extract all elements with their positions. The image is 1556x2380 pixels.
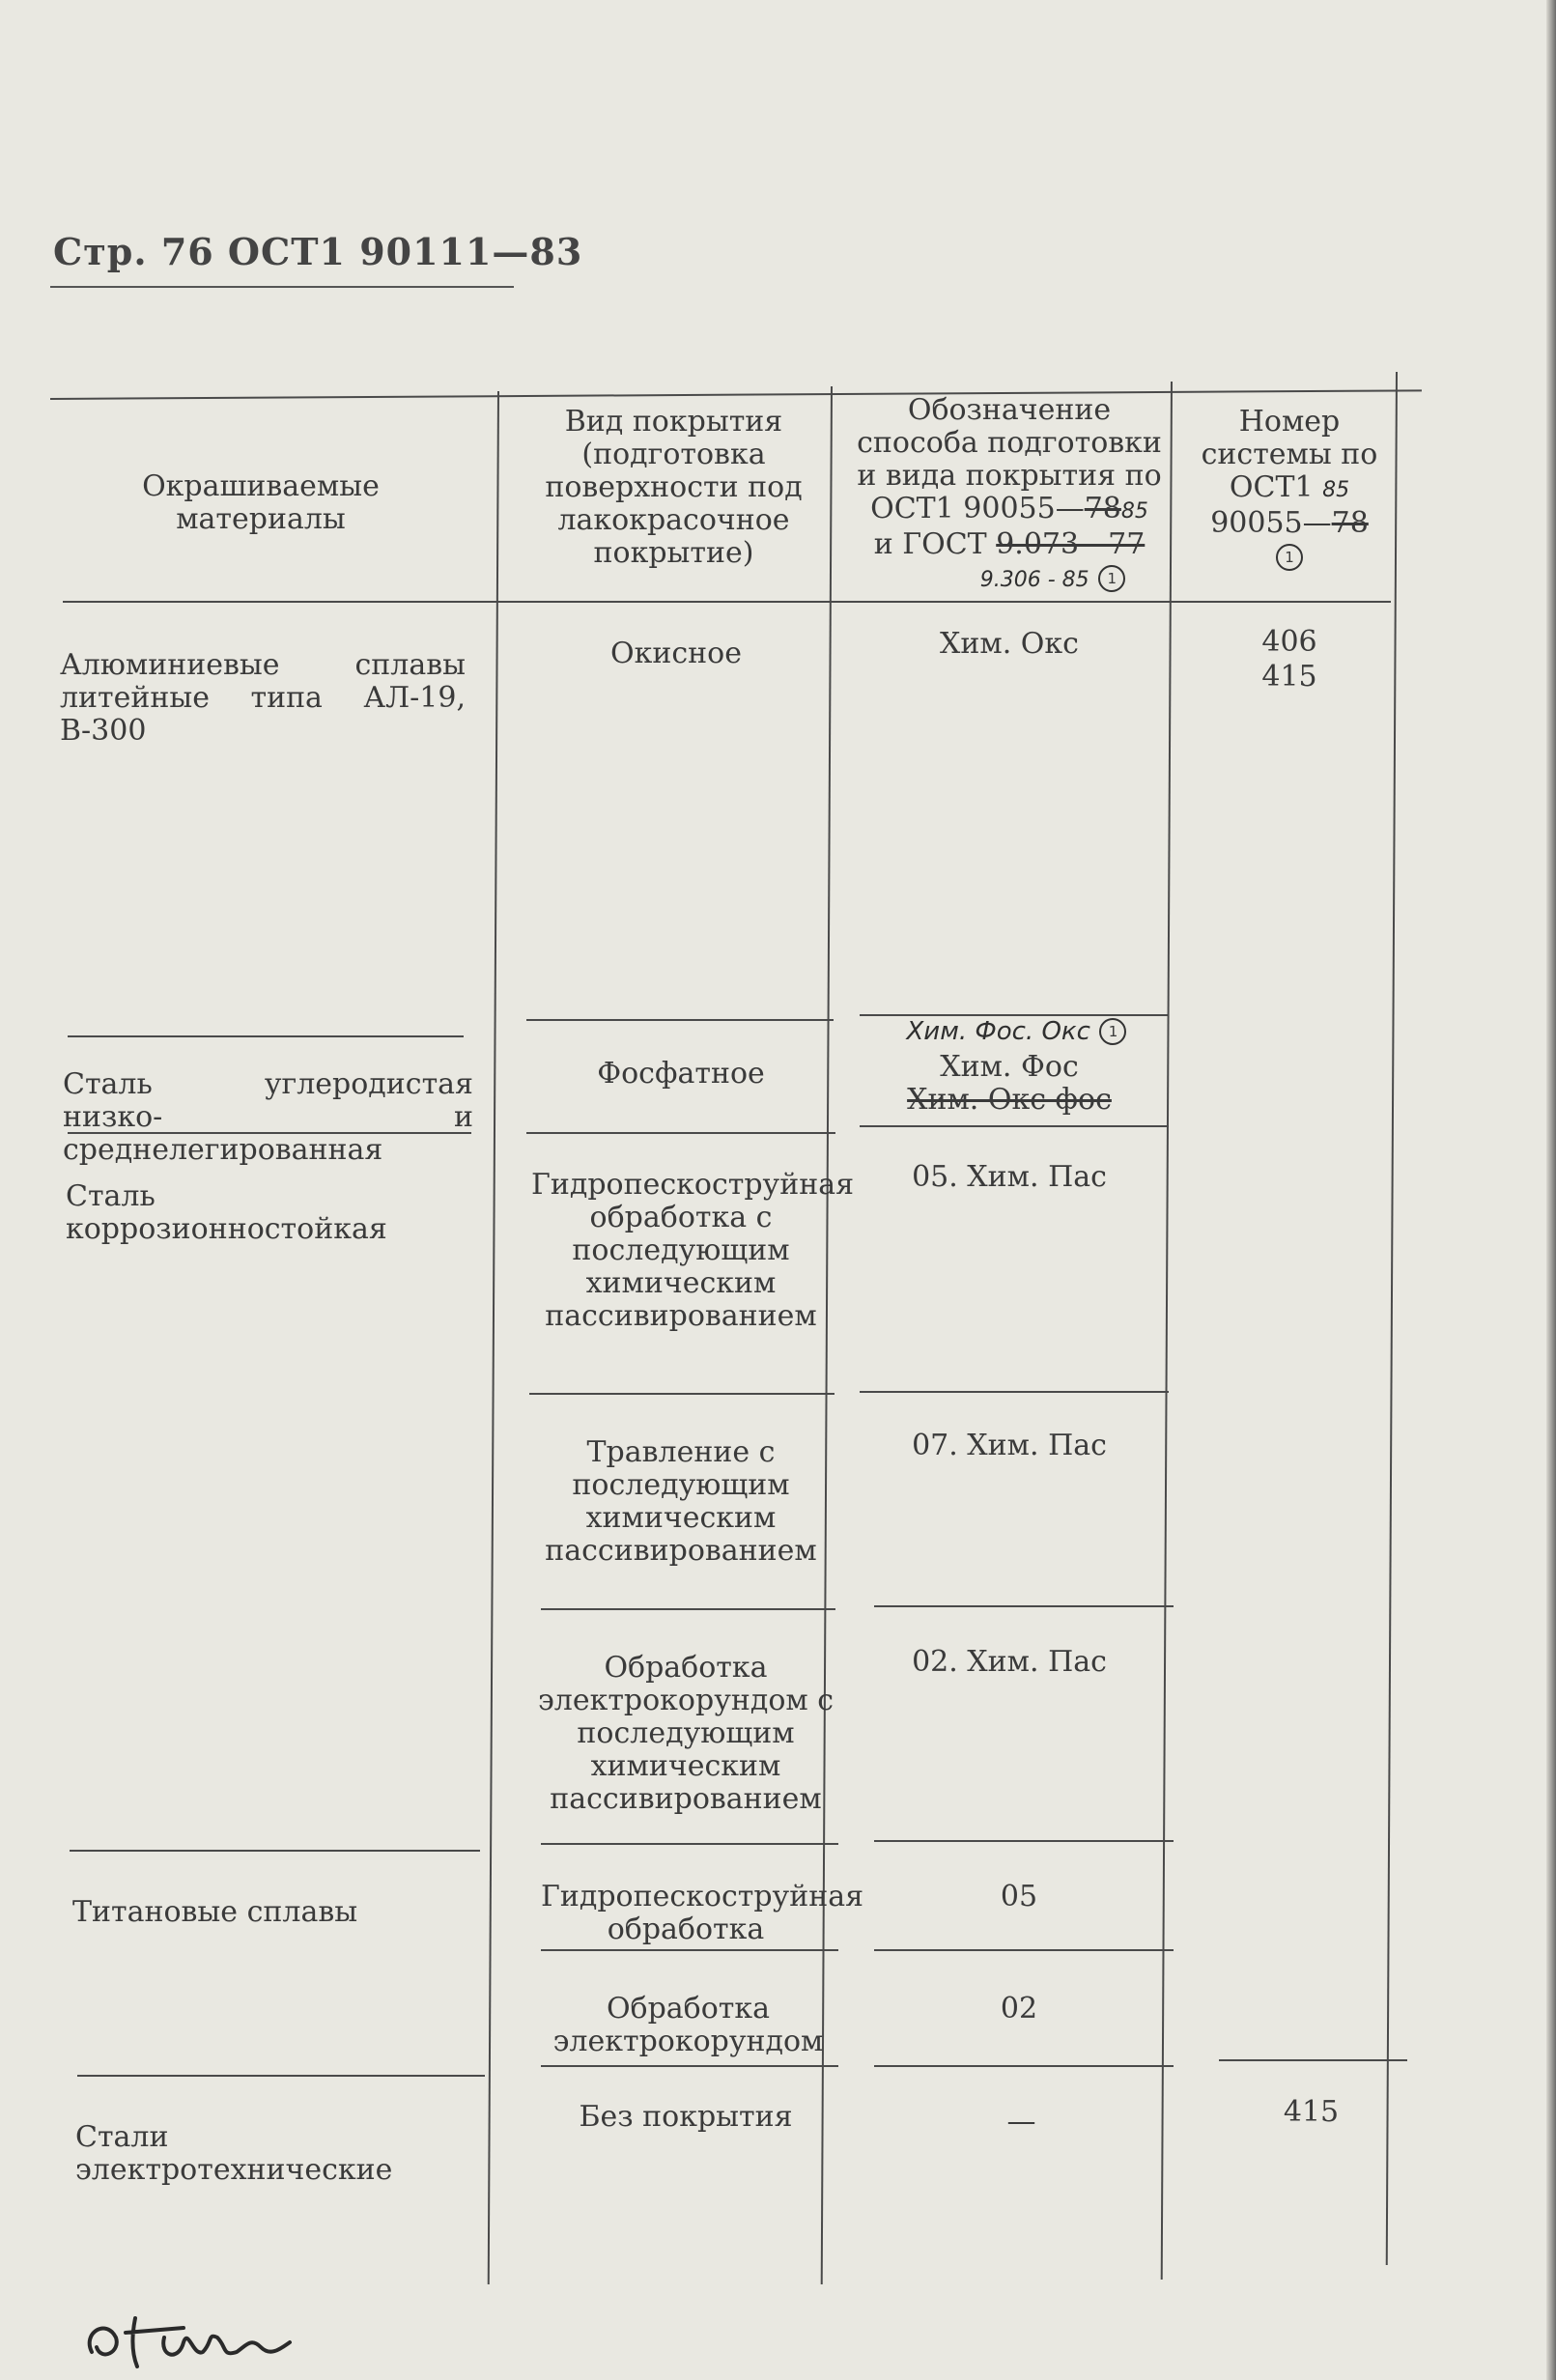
row-sep-ss3-designation bbox=[874, 1840, 1174, 1842]
handwritten-gost: 9.306 - 85 bbox=[979, 568, 1089, 592]
row-sep-ss2-coating bbox=[541, 1608, 835, 1610]
material-electrical-steel: Стали электротехнические bbox=[75, 2120, 393, 2187]
material-aluminum: Алюминиевые сплавы литейные типа АЛ-19, В-300 bbox=[60, 648, 466, 748]
system-aluminum-1: 406 bbox=[1261, 625, 1317, 659]
designation-stainless-3: 02. Хим. Пас bbox=[912, 1645, 1107, 1679]
header-materials: Окрашиваемые материалы bbox=[142, 469, 380, 536]
header-designation bbox=[850, 394, 1169, 597]
designation-carbon-steel-struck: Хим. Окс фос bbox=[907, 1083, 1112, 1117]
struck-78-system: 78 bbox=[1331, 506, 1369, 540]
handwritten-85: 85 bbox=[1120, 499, 1148, 524]
material-titanium: Титановые сплавы bbox=[72, 1895, 358, 1929]
header-bottom-rule bbox=[63, 601, 1391, 603]
row-sep-ss-material bbox=[70, 1850, 480, 1852]
coating-stainless-1: Гидропескоструйная обработка с последующим химическим пассивированием bbox=[531, 1168, 855, 1333]
header-designation-line1: Обозначение способа подготовки и вида покрытия по bbox=[857, 393, 1162, 493]
struck-78: 78 bbox=[1084, 492, 1121, 525]
row-sep-cs-coating bbox=[526, 1132, 835, 1134]
row-sep-ss2-designation bbox=[874, 1605, 1174, 1607]
designation-titanium-1: 05 bbox=[1000, 1880, 1038, 1913]
revision-mark-carbon-icon: 1 bbox=[1099, 1018, 1126, 1045]
row-sep-system bbox=[1219, 2059, 1407, 2061]
paper-edge bbox=[1546, 0, 1556, 2380]
material-carbon-steel: Сталь углеродистая низко- и среднелегированная bbox=[63, 1067, 473, 1167]
coating-titanium-2: Обработка электрокорундом bbox=[552, 1992, 824, 2058]
coating-stainless-2: Травление с последующим химическим пассивированием bbox=[545, 1435, 817, 1568]
coating-carbon-steel: Фосфатное bbox=[597, 1057, 765, 1091]
header-system-number: Номер системы по ОСТ1 85 90055—78 1 bbox=[1188, 406, 1391, 573]
designation-stainless-1: 05. Хим. Пас bbox=[912, 1160, 1107, 1194]
row-sep-al-coating bbox=[526, 1019, 834, 1021]
designation-electrical-steel: — bbox=[1006, 2105, 1036, 2139]
row-sep-ss3-coating bbox=[541, 1843, 838, 1845]
coating-stainless-3: Обработка электрокорундом с последующим химическим пассивированием bbox=[537, 1651, 835, 1816]
designation-stainless-2: 07. Хим. Пас bbox=[912, 1429, 1107, 1462]
row-sep-ss1-coating bbox=[529, 1393, 835, 1395]
designation-aluminum: Хим. Окс bbox=[940, 627, 1079, 661]
revision-mark-system-icon: 1 bbox=[1276, 544, 1303, 571]
material-stainless-steel: Сталь коррозионностойкая bbox=[66, 1179, 387, 1246]
revision-mark-icon: 1 bbox=[1098, 565, 1125, 592]
signature-icon bbox=[77, 2299, 309, 2376]
coating-aluminum: Окисное bbox=[610, 637, 742, 670]
row-sep-ti2-coating bbox=[541, 2065, 838, 2067]
header-coating-type: Вид покрытия (подготовка поверхности под лакокрасочное покрытие) bbox=[545, 405, 803, 570]
designation-titanium-2: 02 bbox=[1000, 1992, 1038, 2026]
header-designation-gost-new bbox=[937, 561, 1169, 597]
table-top-rule bbox=[50, 389, 1422, 400]
struck-gost: 9.073—77 bbox=[996, 527, 1146, 561]
col-divider-1 bbox=[488, 391, 499, 2284]
coating-electrical-steel: Без покрытия bbox=[579, 2100, 793, 2134]
header-designation-ost: ОСТ1 90055—7885 bbox=[870, 492, 1148, 525]
system-aluminum-2: 415 bbox=[1261, 660, 1317, 694]
row-sep-al-material bbox=[68, 1035, 464, 1037]
header-designation-gost: и ГОСТ 9.073—77 bbox=[873, 527, 1146, 561]
page-header: Стр. 76 ОСТ1 90111—83 bbox=[53, 230, 583, 273]
row-sep-ti2-designation bbox=[874, 2065, 1174, 2067]
row-sep-ti1-coating bbox=[541, 1949, 838, 1951]
designation-carbon-steel-handwritten: Хим. Фос. Окс 1 bbox=[850, 1014, 1183, 1048]
coating-titanium-1: Гидропескоструйная обработка bbox=[541, 1880, 864, 1946]
row-sep-ti-material bbox=[77, 2075, 485, 2077]
header-underline bbox=[50, 286, 514, 288]
handwritten-85-system: 85 bbox=[1322, 478, 1350, 502]
designation-carbon-steel: Хим. Фос bbox=[940, 1050, 1079, 1084]
row-sep-ti1-designation bbox=[874, 1949, 1174, 1951]
row-sep-cs-designation bbox=[860, 1125, 1169, 1127]
row-sep-ss1-designation bbox=[860, 1391, 1169, 1393]
system-electrical-steel: 415 bbox=[1283, 2095, 1340, 2129]
